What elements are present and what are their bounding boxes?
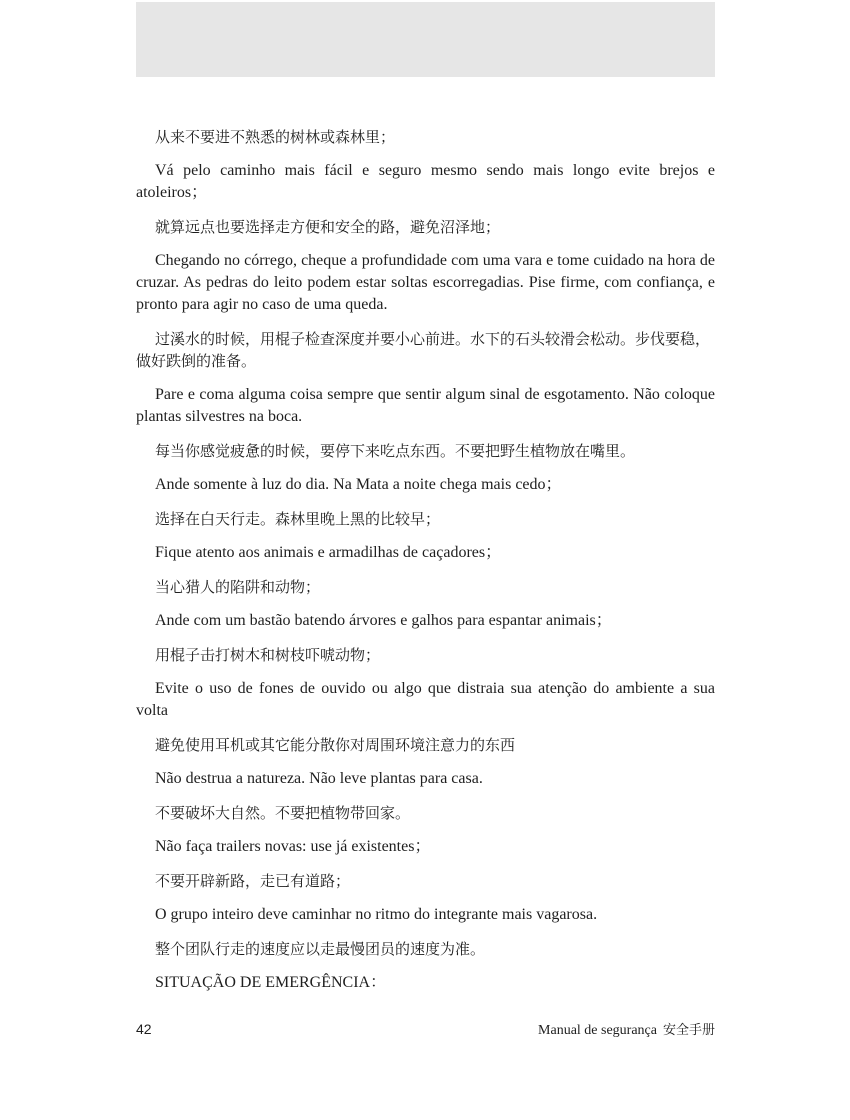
paragraph-pt: O grupo inteiro deve caminhar no ritmo do integrante mais vagarosa. [155,906,598,923]
paragraph-pt: Vá pelo caminho mais fácil e seguro mesmo sendo mais longo evite brejos e atoleiros； [136,162,715,201]
paragraph-pt: Fique atento aos animais e armadilhas de caçadores； [155,544,502,561]
paragraph-zh: 不要破坏大自然。不要把植物带回家。 [155,804,411,822]
paragraph-zh: 选择在白天行走。森林里晚上黑的比较早； [155,510,441,528]
paragraph-zh: 就算远点也要选择走方便和安全的路，避免沼泽地； [155,218,501,236]
paragraph-pt: Ande somente à luz do dia. Na Mata a noite chega mais cedo； [155,476,562,493]
paragraph-pt: Não destrua a natureza. Não leve plantas para casa. [155,770,483,787]
page-number: 42 [136,1021,152,1037]
paragraph-zh: 每当你感觉疲惫的时候，要停下来吃点东西。不要把野生植物放在嘴里。 [155,442,636,460]
footer-title-zh: 安全手册 [662,1023,715,1038]
running-footer-title [538,1019,715,1039]
paragraph-zh: 不要开辟新路，走已有道路； [155,872,351,890]
section-heading-emergency: SITUAÇÃO DE EMERGÊNCIA： [155,974,387,991]
paragraph-pt: Evite o uso de fones de ouvido ou algo que distraia sua atenção do ambiente a sua volta [136,680,715,719]
paragraph-pt: Não faça trailers novas: use já existentes； [155,838,431,855]
paragraph-pt: Pare e coma alguma coisa sempre que sentir algum sinal de esgotamento. Não coloque plantas silvestres na boca. [136,386,715,425]
paragraph-zh: 过溪水的时候，用棍子检查深度并要小心前进。水下的石头较滑会松动。步伐要稳，做好跌倒的准备。 [136,330,711,370]
paragraph-zh: 整个团队行走的速度应以走最慢团员的速度为准。 [155,940,486,958]
paragraph-zh: 避免使用耳机或其它能分散你对周围环境注意力的东西 [155,736,516,754]
page-body [136,126,715,1006]
footer-title-pt: Manual de segurança [538,1023,657,1038]
paragraph-pt: Chegando no córrego, cheque a profundidade com uma vara e tome cuidado na hora de cruzar. As pedras do leito podem estar soltas escorregadias. Pise firme, com confiança, e pronto para agir no caso de uma queda. [136,252,715,313]
paragraph-zh: 当心猎人的陷阱和动物； [155,578,321,596]
paragraph-zh: 用棍子击打树木和树枝吓唬动物； [155,646,381,664]
header-placeholder-band [136,2,715,77]
paragraph-zh: 从来不要进不熟悉的树林或森林里； [155,128,396,146]
paragraph-pt: Ande com um bastão batendo árvores e galhos para espantar animais； [155,612,612,629]
